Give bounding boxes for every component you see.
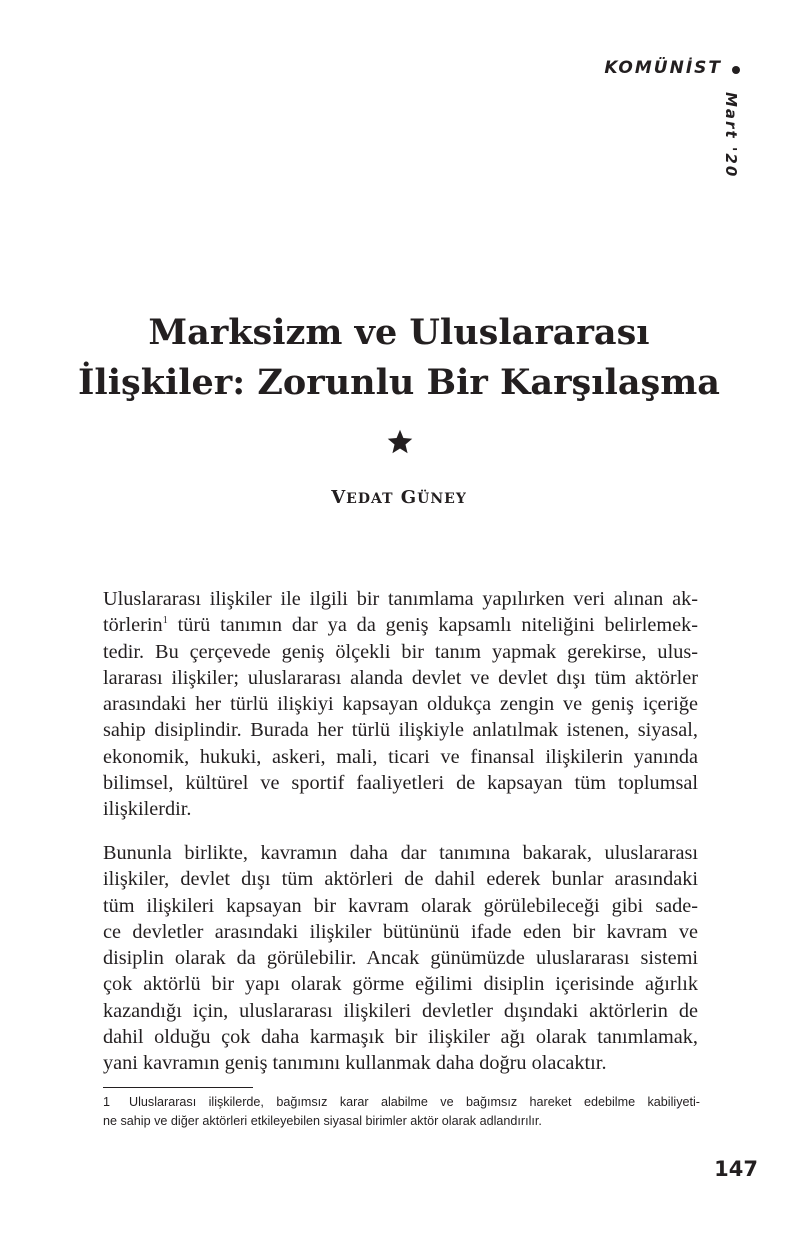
footnote-text: Uluslararası ilişkilerde, bağımsız karar alabilme ve bağımsız hareket edebilme kabiliyeti-	[129, 1095, 700, 1109]
paragraph-1	[103, 586, 698, 823]
body-line: ilişkilerdir.	[103, 798, 192, 821]
body-line: sahip disiplindir. Burada her türlü ilişkiyle anlatılmak istenen, siyasal,	[103, 719, 698, 742]
footnote-divider	[103, 1087, 253, 1088]
body-line	[103, 612, 698, 638]
footnote-ref: 1	[162, 615, 168, 627]
body-line: kazandığı için, uluslararası ilişkileri devletler dışındaki aktörlerin de	[103, 999, 698, 1022]
body-line: ilişkiler, devlet dışı tüm aktörleri de dahil ederek bunlar arasındaki	[103, 868, 698, 891]
footnote-line	[103, 1093, 700, 1112]
body-line: disiplin olarak da görülebilir. Ancak günümüzde uluslararası sistemi	[103, 947, 698, 970]
body-line: dahil olduğu çok daha karmaşık bir ilişkiler ağı olarak tanımlamak,	[103, 1026, 698, 1049]
title-line-2: İlişkiler: Zorunlu Bir Karşılaşma	[78, 362, 720, 403]
star-icon	[386, 428, 414, 456]
body-text: törlerin	[103, 614, 163, 637]
article-title	[0, 308, 798, 408]
author-name	[0, 487, 798, 508]
footnote-line: ne sahip ve diğer aktörleri etkileyebilen siyasal birimler aktör olarak adlandırılır.	[103, 1114, 542, 1128]
body-line: yani kavramın geniş tanımını kullanmak daha doğru olacaktır.	[103, 1052, 607, 1075]
body-line: bilimsel, kültürel ve sportif faaliyetleri de kapsayan tüm toplumsal	[103, 772, 698, 795]
footnote-number: 1	[103, 1095, 111, 1109]
body-line: Bununla birlikte, kavramın daha dar tanımına bakarak, uluslararası	[103, 842, 698, 864]
body-line: arasındaki her türlü ilişkiyi kapsayan oldukça zengin ve geniş içeriğe	[103, 693, 698, 716]
body-line: ekonomik, hukuki, askeri, mali, ticari ve finansal ilişkilerin yanında	[103, 745, 698, 768]
author-first-rest: EDAT	[346, 491, 394, 507]
body-line: tüm ilişkileri kapsayan bir kavram olarak görülebileceği gibi sade-	[103, 894, 698, 917]
author-last-rest: ÜNEY	[417, 491, 467, 507]
paragraph-2	[103, 840, 698, 1077]
author-last-initial: G	[400, 487, 418, 508]
body-line: lararası ilişkiler; uluslararası alanda devlet ve devlet dışı tüm aktörler	[103, 666, 698, 689]
body-text: türü tanımın dar ya da geniş kapsamlı niteliğini belirlemek-	[167, 614, 698, 637]
issue-date: Mart '20	[722, 92, 740, 179]
footnote	[103, 1093, 700, 1131]
journal-name: KOMÜNİST	[604, 58, 722, 78]
body-line: ce devletler arasındaki ilişkiler bütününü ifade eden bir kavram ve	[103, 920, 698, 943]
page-number: 147	[714, 1157, 758, 1181]
author-first-initial: V	[331, 487, 347, 508]
body-line: Uluslararası ilişkiler ile ilgili bir tanımlama yapılırken veri alınan ak-	[103, 588, 698, 610]
body-line: çok aktörlü bir yapı olarak görme eğilimi disiplin içerisinde ağırlık	[103, 973, 698, 996]
header-bullet	[732, 66, 740, 74]
body-line: tedir. Bu çerçevede geniş ölçekli bir tanım yapmak gerekirse, ulus-	[103, 640, 698, 663]
title-line-1: Marksizm ve Uluslararası	[148, 312, 650, 353]
